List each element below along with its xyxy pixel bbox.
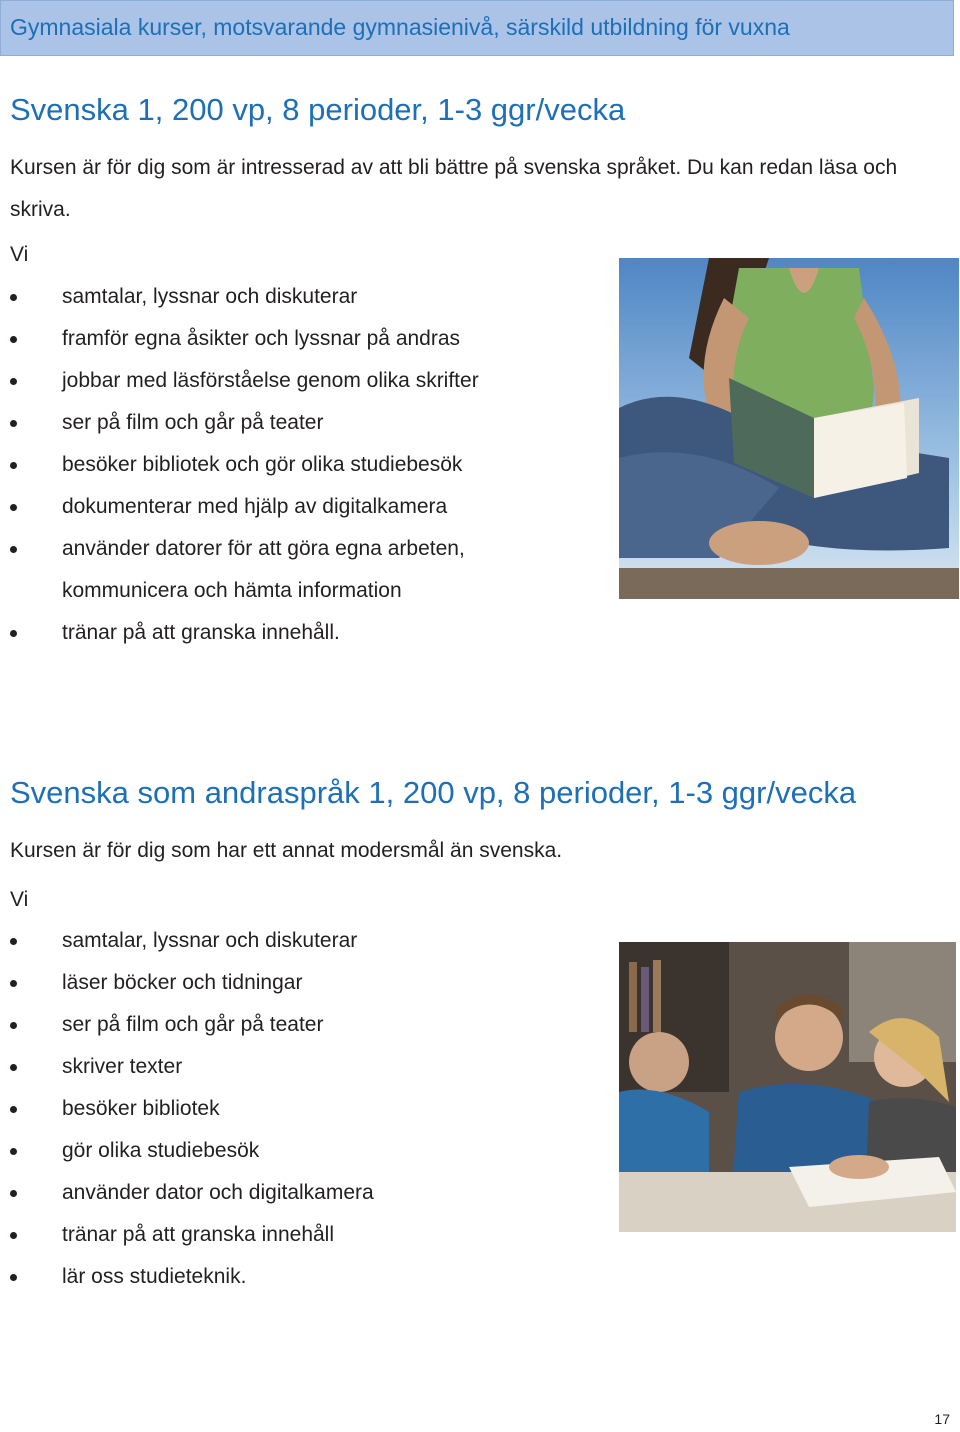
- woman-reading-book-icon: [619, 258, 959, 599]
- bullet-dot: [10, 462, 17, 469]
- header-bar: [0, 0, 954, 56]
- section1-vi: Vi: [10, 243, 29, 266]
- header-title: Gymnasiala kurser, motsvarande gymnasienivå, särskild utbildning för vuxna: [10, 14, 790, 40]
- section2-intro: Kursen är för dig som har ett annat modersmål än svenska.: [10, 839, 563, 862]
- woman-reading-book-photo: [619, 258, 959, 599]
- bullet-dot: [10, 420, 17, 427]
- bullet-dot: [10, 504, 17, 511]
- bullet-dot: [10, 1106, 17, 1113]
- bullet-dot: [10, 1064, 17, 1071]
- bullet-dot: [10, 630, 17, 637]
- bullet-dot: [10, 1190, 17, 1197]
- bullet-dot: [10, 1148, 17, 1155]
- bullet-dot: [10, 1274, 17, 1281]
- section1-intro: Kursen är för dig som är intresserad av att bli bättre på svenska språket. Du kan redan läsa och skriva.: [10, 156, 898, 221]
- bullet-dot: [10, 294, 17, 301]
- section2-vi: Vi: [10, 888, 29, 911]
- bullet-dot: [10, 980, 17, 987]
- students-studying-icon: [619, 942, 956, 1232]
- section2-heading: Svenska som andraspråk 1, 200 vp, 8 perioder, 1-3 ggr/vecka: [10, 775, 857, 810]
- students-studying-photo: [619, 942, 956, 1232]
- section1-heading: Svenska 1, 200 vp, 8 perioder, 1-3 ggr/vecka: [10, 92, 626, 127]
- bullet-dot: [10, 546, 17, 553]
- page-number: 17: [934, 1411, 950, 1427]
- bullet-dot: [10, 336, 17, 343]
- bullet-dot: [10, 938, 17, 945]
- bullet-dot: [10, 378, 17, 385]
- bullet-dot: [10, 1022, 17, 1029]
- bullet-dot: [10, 1232, 17, 1239]
